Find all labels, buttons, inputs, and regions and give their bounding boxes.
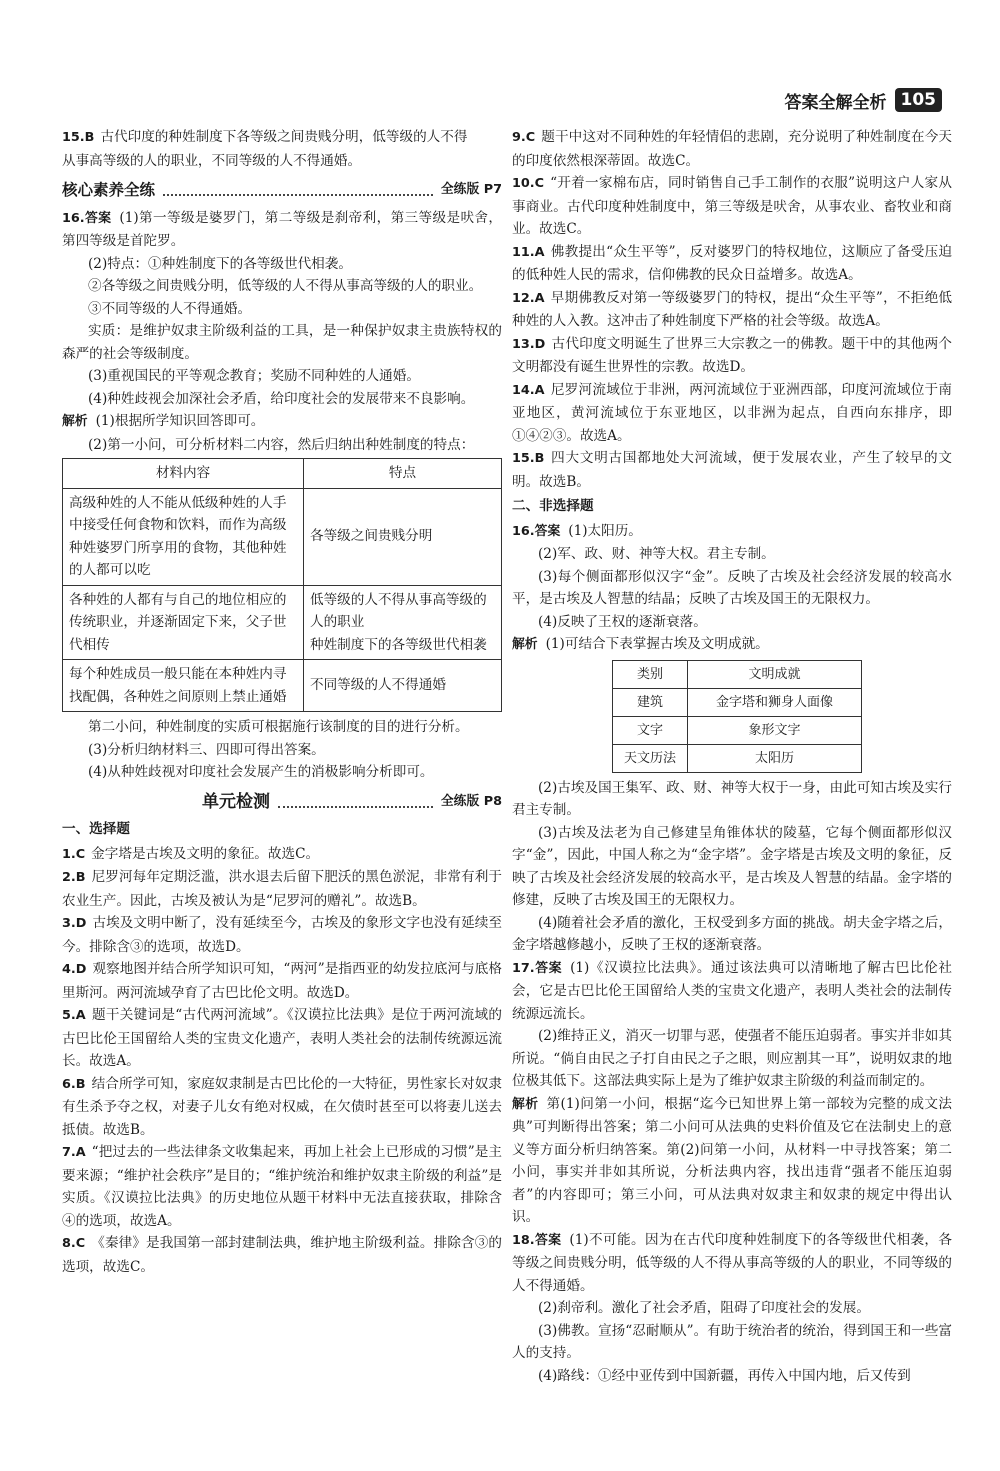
table-header: 材料内容	[63, 459, 304, 489]
table-cell: 高级种姓的人不能从低级种姓的人手中接受任何食物和饮料，而作为高级种姓婆罗门所享用的食物，其他种姓的人都可以吃	[63, 488, 304, 585]
table-row	[613, 744, 862, 772]
section-reference: 全练版 P7	[440, 182, 502, 197]
answer-17-p2: (2)维持正义，消灭一切罪与恶，使强者不能压迫弱者。事实并非如其所说。“倘自由民之子打自由民之子之眼，则应割其一耳”，说明奴隶的地位极其低下。这部法典实际上是为了维护奴隶主阶级的利益而制定的。	[512, 1028, 952, 1089]
table-cell: 每个种姓成员一般只能在本种姓内寻找配偶，各种姓之间原则上禁止通婚	[63, 660, 304, 712]
answer-item: 6.B 结合所学可知，家庭奴隶制是古巴比伦的一大特征，男性家长对奴隶有生杀予夺之权，对妻子儿女有绝对权威，在欠债时甚至可以将妻儿送去抵债。故选B。	[62, 1075, 502, 1138]
answer-18-p4: (4)路线：①经中亚传到中国新疆，再传入中国内地，后又传到	[538, 1367, 911, 1384]
dotted-leader	[163, 184, 433, 196]
analysis-16-a1: 解析 (1)根据所学知识回答即可。	[62, 413, 265, 429]
section-heading-core	[62, 179, 502, 202]
answer-16r-p2: (2)军、政、财、神等大权。君主专制。	[538, 546, 775, 562]
answer-16-p5: 实质：是维护奴隶主阶级利益的工具，是一种保护奴隶主贵族特权的森严的社会等级制度。	[62, 323, 502, 362]
analysis-16-a2: (2)第一小问，可分析材料二内容，然后归纳出种姓制度的特点：	[88, 436, 475, 453]
section-title: 核心素养全练	[62, 181, 156, 199]
answer-16-p6: (3)重视国民的平等观念教育；奖励不同种姓的人通婚。	[88, 368, 420, 384]
table-row	[613, 716, 862, 744]
answer-17-p1: 17.答案 (1)《汉谟拉比法典》。通过该法典可以清晰地了解古巴比伦社会，它是古巴比伦王国留给人类的宝贵文化遗产，表明人类社会的法制传统源远流长。	[512, 959, 952, 1022]
answer-item: 15.B 四大文明古国都地处大河流域，便于发展农业，产生了较早的文明。故选B。	[512, 450, 952, 490]
table-cell: 各种姓的人都有与自己的地位相应的传统职业，并逐渐固定下来，父子世代相传	[63, 585, 304, 660]
table-header: 特点	[304, 459, 502, 489]
table-cell: 象形文字	[688, 716, 862, 744]
table-row	[613, 688, 862, 716]
caste-feature-table	[62, 458, 502, 712]
answer-item: 1.C 金字塔是古埃及文明的象征。故选C。	[62, 845, 320, 862]
section-title: 单元检测	[202, 791, 270, 812]
left-column	[62, 126, 502, 1278]
table-row	[63, 585, 502, 660]
table-cell: 天文历法	[613, 744, 688, 772]
answer-16-p3: ②各等级之间贵贱分明，低等级的人不得从事高等级的人的职业。	[88, 278, 483, 294]
table-cell: 太阳历	[688, 744, 862, 772]
section-reference: 全练版 P8	[440, 793, 502, 809]
table-header: 文明成就	[688, 660, 862, 688]
dotted-leader	[278, 796, 433, 808]
part-heading: 一、选择题	[62, 821, 130, 837]
table-header: 类别	[613, 660, 688, 688]
analysis-16-b1: 第二小问，种姓制度的实质可根据施行该制度的目的进行分析。	[88, 719, 469, 735]
table-row	[613, 660, 862, 688]
page-number: 105	[895, 88, 943, 112]
answer-16r-p4: (4)反映了王权的逐渐衰落。	[538, 613, 707, 630]
analysis-16r-b2: (3)古埃及法老为自己修建呈角锥体状的陵墓，它每个侧面都形似汉字“金”，因此，中国人称之为“金字塔”。金字塔是古埃及文明的象征，反映了古埃及社会经济发展的较高水平，是古埃及人智慧的结晶。金字塔的修建，反映了古埃及国王的无限权力。	[512, 824, 952, 908]
analysis-16r-b3: (4)随着社会矛盾的激化，王权受到多方面的挑战。胡夫金字塔之后，金字塔越修越小，反映了王权的逐渐衰落。	[512, 914, 952, 953]
answer-item: 9.C 题干中这对不同种姓的年轻情侣的悲剧，充分说明了种姓制度在今天的印度依然根深蒂固。故选C。	[512, 129, 952, 169]
answer-16-p4: ③不同等级的人不得通婚。	[88, 300, 252, 317]
answer-15b-line2: 从事高等级的人的职业，不同等级的人不得通婚。	[62, 152, 362, 169]
analysis-17: 解析 第(1)问第一小问，根据“迄今已知世界上第一部较为完整的成文法典”可判断得出答案；第二小问可从法典的史料价值及它在法制史上的意义等方面分析归纳答案。第(2)问第一小问，从材料一中寻找答案；第二小问，事实并非如其所说，分析法典内容，找出违背“强者不能压迫弱者”的内容即可；第三小问，可从法典对奴隶主和奴隶的规定中得出认识。	[512, 1095, 953, 1225]
answer-item: 4.D 观察地图并结合所学知识可知，“两河”是指西亚的幼发拉底河与底格里斯河。两河流域孕育了古巴比伦文明。故选D。	[62, 961, 502, 1001]
analysis-16-b2: (3)分析归纳材料三、四即可得出答案。	[88, 741, 325, 758]
right-column	[512, 126, 952, 1387]
part-heading: 二、非选择题	[512, 498, 594, 514]
answer-item: 2.B 尼罗河每年定期泛滥，洪水退去后留下肥沃的黑色淤泥，非常有利于农业生产。因此，古埃及被认为是“尼罗河的赠礼”。故选B。	[62, 869, 502, 909]
section-heading-unit-test	[62, 791, 502, 814]
answer-16r-p1: 16.答案 (1)太阳历。	[512, 522, 642, 539]
analysis-16r-b1: (2)古埃及国王集军、政、财、神等大权于一身，由此可知古埃及实行君主专制。	[512, 779, 952, 818]
answer-item: 11.A 佛教提出“众生平等”，反对婆罗门的特权地位，这顺应了备受压迫的低种姓人民的需求，信仰佛教的民众日益增多。故选A。	[512, 243, 952, 283]
table-row	[63, 488, 502, 585]
answer-15b-line1: 15.B 古代印度的种姓制度下各等级之间贵贱分明，低等级的人不得	[62, 129, 468, 145]
table-cell: 文字	[613, 716, 688, 744]
answer-item: 13.D 古代印度文明诞生了世界三大宗教之一的佛教。题干中的其他两个文明都没有诞生世界性的宗教。故选D。	[512, 335, 952, 375]
answer-item: 7.A “把过去的一些法律条文收集起来，再加上社会上已形成的习惯”是主要来源；“维护社会秩序”是目的；“维护统治和维护奴隶主阶级的利益”是实质。《汉谟拉比法典》的历史地位从题干材料中无法直接获取，排除含④的选项，故选A。	[62, 1144, 502, 1229]
answer-16r-p3: (3)每个侧面都形似汉字“金”。反映了古埃及社会经济发展的较高水平，是古埃及人智慧的结晶；反映了古埃及国王的无限权力。	[512, 568, 952, 607]
egypt-achievement-table	[612, 660, 862, 773]
answer-18-p1: 18.答案 (1)不可能。因为在古代印度种姓制度下的各等级世代相袭，各等级之间贵贱分明，低等级的人不得从事高等级的人的职业，不同等级的人不得通婚。	[512, 1231, 952, 1294]
analysis-16-b3: (4)从种姓歧视对印度社会发展产生的消极影响分析即可。	[88, 764, 434, 780]
answer-item: 8.C 《秦律》是我国第一部封建制法典，维护地主阶级利益。排除含③的选项，故选C。	[62, 1235, 502, 1275]
header-title: 答案全解全析	[784, 92, 887, 113]
answer-16-p1: 16.答案 (1)第一等级是婆罗门，第二等级是刹帝利，第三等级是吠舍，第四等级是首陀罗。	[62, 209, 502, 249]
answer-item: 14.A 尼罗河流域位于非洲，两河流域位于亚洲西部，印度河流域位于南亚地区，黄河流域位于东亚地区，以非洲为起点，自西向东排序，即①④②③。故选A。	[512, 381, 952, 444]
table-cell: 低等级的人不得从事高等级的人的职业 种姓制度下的各等级世代相袭	[304, 585, 502, 660]
answer-18-p3: (3)佛教。宣扬“忍耐顺从”。有助于统治者的统治，得到国王和一些富人的支持。	[512, 1322, 952, 1361]
table-row	[63, 660, 502, 712]
answer-item: 5.A 题干关键词是“古代两河流域”。《汉谟拉比法典》是位于两河流域的古巴比伦王国留给人类的宝贵文化遗产，表明人类社会的法制传统源远流长。故选A。	[62, 1007, 502, 1069]
answer-18-p2: (2)刹帝利。激化了社会矛盾，阻碍了印度社会的发展。	[538, 1300, 870, 1316]
answer-item: 12.A 早期佛教反对第一等级婆罗门的特权，提出“众生平等”，不拒绝低种姓的人入教。这冲击了种姓制度下严格的社会等级。故选A。	[512, 289, 952, 329]
table-cell: 金字塔和狮身人面像	[688, 688, 862, 716]
table-cell: 建筑	[613, 688, 688, 716]
answer-16-p7: (4)种姓歧视会加深社会矛盾，给印度社会的发展带来不良影响。	[88, 390, 475, 407]
answer-label: 15.B	[62, 130, 95, 145]
page-header	[785, 84, 943, 116]
table-cell: 不同等级的人不得通婚	[304, 660, 502, 712]
answer-item: 10.C “开着一家棉布店，同时销售自己手工制作的衣服”说明这户人家从事商业。古代印度种姓制度中，第三等级是吠舍，从事农业、畜牧业和商业。故选C。	[512, 175, 952, 237]
answer-item: 3.D 古埃及文明中断了，没有延续至今，古埃及的象形文字也没有延续至今。排除含③的选项，故选D。	[62, 915, 502, 955]
analysis-16r-a1: 解析 (1)可结合下表掌握古埃及文明成就。	[512, 636, 769, 652]
answer-16-p2: (2)特点：①种姓制度下的各等级世代相袭。	[88, 255, 352, 272]
table-cell: 各等级之间贵贱分明	[304, 488, 502, 585]
